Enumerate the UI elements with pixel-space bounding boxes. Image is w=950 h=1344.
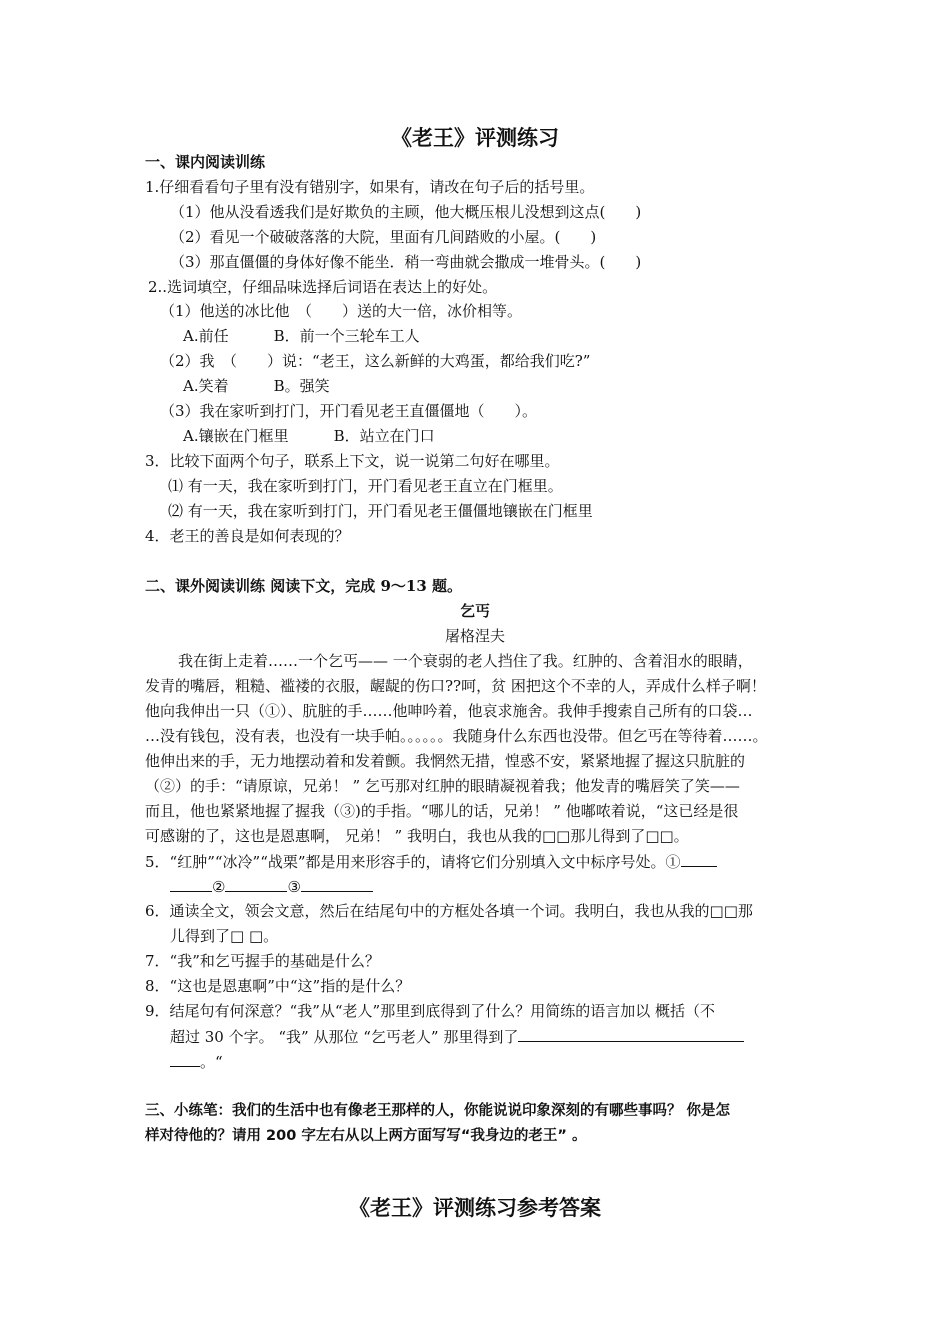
q3-stem: 3．比较下面两个句子，联系上下文，说一说第二句好在哪里。 bbox=[145, 452, 560, 470]
q9-line-3 bbox=[170, 1050, 223, 1073]
section-3-line-1: 三、小练笔：我们的生活中也有像老王那样的人，你能说说印象深刻的有哪些事吗？ 你是怎 bbox=[145, 1103, 731, 1119]
q7: 7．“我”和乞丐握手的基础是什么？ bbox=[145, 952, 380, 970]
q1-stem: 1.仔细看看句子里有没有错别字，如果有，请改在句子后的括号里。 bbox=[145, 178, 595, 196]
q5-line-1 bbox=[145, 850, 717, 873]
section-2-heading: 二、课外阅读训练 阅读下文，完成 9～13 题。 bbox=[145, 577, 462, 595]
section-3-line-2: 样对待他的？请用 200 字左右从以上两方面写写“我身边的老王” 。 bbox=[145, 1128, 587, 1144]
q1-item-1: （1）他从没看透我们是好欺负的主顾，他大概压根儿没想到这点( ) bbox=[170, 203, 642, 221]
q2-item-2-sentence: （2）我 （ ）说：“老王，这么新鲜的大鸡蛋，都给我们吃?” bbox=[160, 352, 591, 370]
q5-blank-2[interactable] bbox=[225, 875, 287, 892]
section-1-heading: 一、课内阅读训练 bbox=[145, 153, 266, 171]
q3-item-2: ⑵ 有一天，我在家听到打门，开门看见老王僵僵地镶嵌在门框里 bbox=[168, 502, 593, 520]
q1-item-3: （3）那直僵僵的身体好像不能坐．稍一弯曲就会撒成一堆骨头。( ) bbox=[170, 253, 642, 271]
q3-item-1: ⑴ 有一天，我在家听到打门，开门看见老王直立在门框里。 bbox=[168, 477, 563, 495]
q5-mark-2: ② bbox=[212, 878, 226, 896]
q6-line-2: 儿得到了□ □。 bbox=[170, 927, 279, 945]
passage-line-4: …没有钱包，没有表，也没有一块手帕。。。。。。我随身什么东西也没带。但乞丐在等待着……。 bbox=[145, 727, 768, 745]
passage-line-2: 发青的嘴唇，粗糙、褴褛的衣服，龌龊的伤口??呵，贫 困把这个不幸的人，弄成什么样子啊！ bbox=[145, 677, 766, 695]
q9-answer-blank-1[interactable] bbox=[518, 1025, 744, 1042]
q9-line-2 bbox=[170, 1025, 744, 1048]
q5-line-2 bbox=[170, 875, 373, 898]
q9-line-1: 9．结尾句有何深意？“我”从“老人”那里到底得到了什么？用简练的语言加以 概括（不 bbox=[145, 1002, 715, 1020]
passage-line-3: 他向我伸出一只（①）、肮脏的手……他呻吟着，他哀求施舍。我伸手搜索自己所有的口袋… bbox=[145, 702, 753, 720]
q4: 4．老王的善良是如何表现的？ bbox=[145, 527, 350, 545]
story-author: 屠格涅夫 bbox=[444, 627, 505, 645]
q2-item-3-sentence: （3）我在家听到打门，开门看见老王直僵僵地（ ）。 bbox=[160, 402, 538, 420]
q5-mark-3: ③ bbox=[287, 878, 301, 896]
q9-text: 超过 30 个字。 “我” 从那位 “乞丐老人” 那里得到了 bbox=[170, 1028, 519, 1046]
q9-answer-blank-2[interactable] bbox=[170, 1050, 200, 1067]
passage-line-5: 他伸出来的手，无力地摆动着和发着颤。我惘然无措，惶惑不安，紧紧地握了握这只肮脏的 bbox=[145, 752, 746, 770]
q1-item-2: （2）看见一个破破落落的大院，里面有几间踏败的小屋。( ) bbox=[170, 228, 597, 246]
q2-item-2-options: A.笑着 B。强笑 bbox=[183, 377, 330, 395]
q6-line-1: 6．通读全文，领会文意，然后在结尾句中的方框处各填一个词。我明白，我也从我的□□那 bbox=[145, 902, 753, 920]
answer-title: 《老王》评测练习参考答案 bbox=[349, 1195, 601, 1220]
passage-line-1: 我在街上走着……一个乞丐—— 一个衰弱的老人挡住了我。红肿的、含着泪水的眼睛， bbox=[178, 652, 753, 670]
q2-item-1-sentence: （1）他送的冰比他 （ ）送的大一倍，冰价相等。 bbox=[160, 302, 523, 320]
q5-text: 5．“红肿”“冰冷”“战栗”都是用来形容手的，请将它们分别填入文中标序号处。① bbox=[145, 853, 681, 871]
story-title: 乞丐 bbox=[459, 602, 490, 620]
q5-blank-1b[interactable] bbox=[170, 875, 212, 892]
q5-blank-1a[interactable] bbox=[681, 850, 717, 867]
q9-end: 。“ bbox=[200, 1053, 223, 1071]
q2-stem: 2..选词填空，仔细品味选择后词语在表达上的好处。 bbox=[148, 278, 498, 296]
q2-item-1-options: A.前任 B．前一个三轮车工人 bbox=[183, 327, 420, 345]
passage-line-7: 而且，他也紧紧地握了握我（③)的手指。“哪儿的话，兄弟！ ” 他嘟哝着说，“这已经是很 bbox=[145, 802, 739, 820]
q2-item-3-options: A.镶嵌在门框里 B．站立在门口 bbox=[183, 427, 435, 445]
page-title: 《老王》评测练习 bbox=[391, 125, 559, 150]
q5-blank-3[interactable] bbox=[301, 875, 373, 892]
q8: 8．“这也是恩惠啊”中“这”指的是什么？ bbox=[145, 977, 411, 995]
passage-line-6: （②）的手：“请原谅，兄弟！ ” 乞丐那对红肿的眼睛凝视着我；他发青的嘴唇笑了笑—— bbox=[145, 777, 740, 795]
passage-line-8: 可感谢的了，这也是恩惠啊， 兄弟！ ” 我明白，我也从我的□□那儿得到了□□。 bbox=[145, 827, 689, 845]
